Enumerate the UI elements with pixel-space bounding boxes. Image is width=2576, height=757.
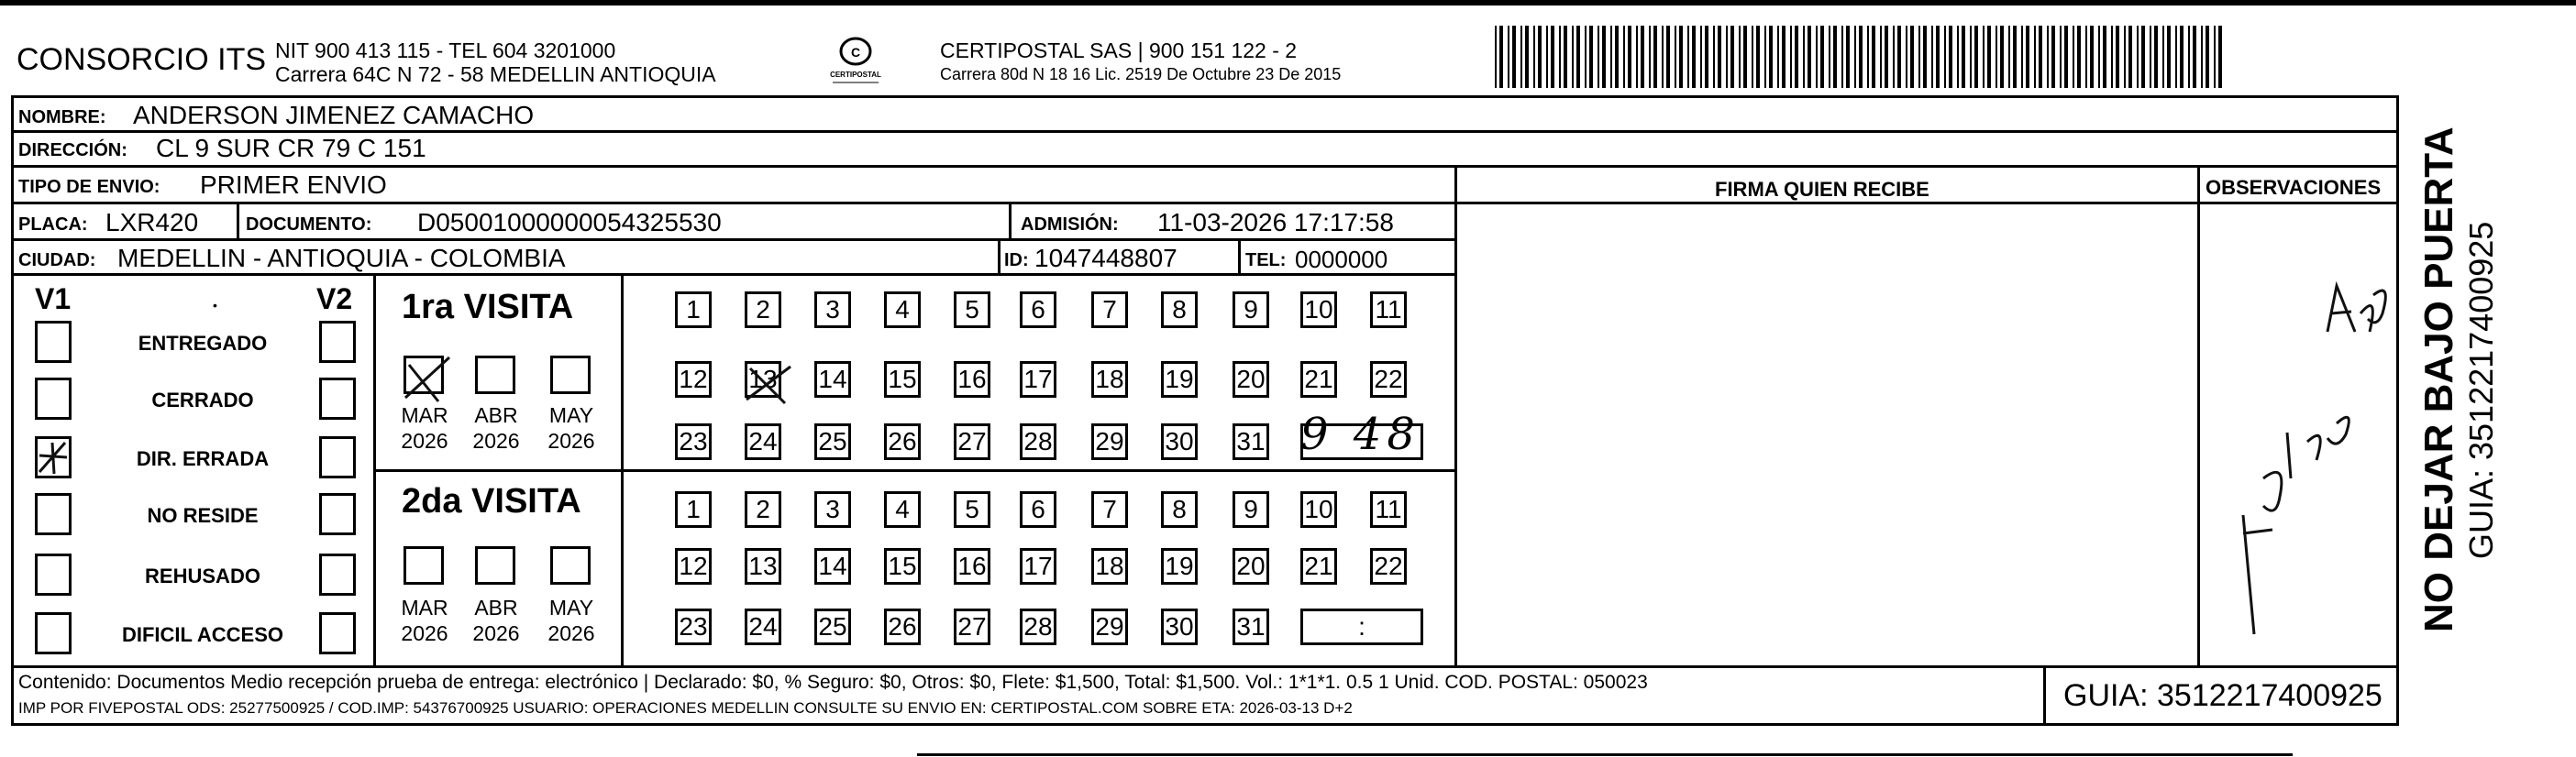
first-visit-day-26[interactable]: 26 [884, 423, 921, 460]
nombre-label: NOMBRE: [18, 107, 106, 127]
second-visit-day-19[interactable]: 19 [1161, 548, 1198, 585]
second-visit-year-label: 2026 [472, 621, 520, 645]
tel-value: 0000000 [1295, 246, 1388, 273]
barcode-bar [2039, 26, 2042, 88]
courier-name: CERTIPOSTAL SAS | 900 151 122 - 2 [940, 38, 1298, 62]
barcode-bar [1636, 26, 1638, 88]
side-notice [2412, 119, 2522, 632]
second-visit-day-9[interactable]: 9 [1233, 491, 1269, 528]
guia-number: GUIA: 3512217400925 [2063, 678, 2383, 713]
row-line [11, 273, 1456, 276]
second-visit-day-27[interactable]: 27 [954, 609, 990, 645]
status-v2-checkbox[interactable] [319, 321, 356, 363]
barcode-bar [2162, 26, 2164, 88]
barcode-bar [1764, 26, 1766, 88]
status-label: NO RESIDE [147, 504, 259, 527]
first-visit-day-2[interactable]: 2 [745, 291, 781, 328]
barcode-bar [1910, 26, 1914, 88]
barcode-bar [1713, 26, 1715, 88]
barcode-bar [1533, 26, 1535, 88]
barcode-bar [1585, 26, 1587, 88]
direccion-value: CL 9 SUR CR 79 C 151 [156, 134, 426, 162]
second-visit-day-12[interactable]: 12 [675, 548, 712, 585]
cell-divider [237, 203, 239, 238]
barcode-bar [1897, 26, 1901, 88]
barcode-bar [1808, 26, 1811, 88]
second-visit-day-20[interactable]: 20 [1233, 548, 1269, 585]
ciudad-value: MEDELLIN - ANTIOQUIA - COLOMBIA [117, 244, 566, 272]
barcode-bar [1538, 26, 1542, 88]
imp-text: IMP POR FIVEPOSTAL ODS: 25277500925 / COD.IMP: 54376700925 USUARIO: OPERACIONES MEDELLIN CONSULTE SU ENVIO EN: CERTIPOSTAL.COM SOBRE ETA: 2026-03-13 D+2 [18, 699, 1353, 717]
barcode-bar [1649, 26, 1651, 88]
nombre-value: ANDERSON JIMENEZ CAMACHO [133, 101, 535, 129]
barcode-bar [1867, 26, 1869, 88]
first-visit-day-16[interactable]: 16 [954, 361, 990, 398]
barcode-bar [1525, 26, 1529, 88]
form-top-line [11, 95, 2399, 98]
first-visit-day-30[interactable]: 30 [1161, 423, 1198, 460]
tipo-envio-label: TIPO DE ENVIO: [18, 177, 160, 197]
barcode-bar [1957, 26, 1959, 88]
visit-divider [373, 469, 1456, 472]
barcode-bar [1499, 26, 1503, 88]
first-visit-day-11[interactable]: 11 [1370, 291, 1407, 328]
first-visit-day-22[interactable]: 22 [1370, 361, 1407, 398]
second-visit-day-14[interactable]: 14 [814, 548, 851, 585]
barcode-bar [2034, 26, 2036, 88]
top-border [0, 0, 2576, 5]
barcode-bar [2214, 26, 2216, 88]
barcode-bar [1718, 26, 1721, 88]
barcode-bar [2201, 26, 2203, 88]
barcode-bar [1880, 26, 1882, 88]
cell-divider [1009, 203, 1012, 238]
first-visit-day-8[interactable]: 8 [1161, 291, 1198, 328]
status-v1-checkbox[interactable] [35, 493, 72, 535]
first-visit-day-23[interactable]: 23 [675, 423, 712, 460]
second-visit-year-label: 2026 [547, 621, 595, 645]
second-visit-year-label: 2026 [401, 621, 448, 645]
barcode-bar [2154, 26, 2158, 88]
first-visit-month-label: ABR [474, 403, 518, 427]
second-visit-time-box[interactable]: : [1300, 609, 1423, 645]
barcode-bar [1508, 26, 1509, 88]
first-visit-day-24[interactable]: 24 [745, 423, 781, 460]
barcode-bar [1551, 26, 1554, 88]
barcode-bar [1564, 26, 1567, 88]
barcode-bar [1546, 26, 1548, 88]
second-visit-day-10[interactable]: 10 [1300, 491, 1337, 528]
barcode-bar [2141, 26, 2145, 88]
barcode-bar [1572, 26, 1574, 88]
documento-value: D05001000000054325530 [417, 208, 722, 236]
barcode-bar [2064, 26, 2068, 88]
second-visit-day-23[interactable]: 23 [675, 609, 712, 645]
barcode-bar [2047, 26, 2049, 88]
second-visit-day-30[interactable]: 30 [1161, 609, 1198, 645]
second-visit-day-3[interactable]: 3 [814, 491, 851, 528]
barcode-bar [1769, 26, 1773, 88]
barcode-bar [1610, 26, 1612, 88]
barcode-bar [1962, 26, 1965, 88]
second-visit-day-21[interactable]: 21 [1300, 548, 1337, 585]
footer-top-line [11, 665, 2399, 668]
barcode-bar [2180, 26, 2184, 88]
second-visit-day-28[interactable]: 28 [1020, 609, 1056, 645]
logo-wordmark: CERTIPOSTAL [830, 71, 881, 79]
barcode-bar [1512, 26, 1516, 88]
status-label: DIR. ERRADA [136, 447, 270, 470]
second-visit-day-31[interactable]: 31 [1233, 609, 1269, 645]
first-visit-day-13[interactable]: 13 [745, 361, 781, 398]
status-v2-checkbox[interactable] [319, 612, 356, 654]
first-visit-day-14[interactable]: 14 [814, 361, 851, 398]
second-visit-day-5[interactable]: 5 [954, 491, 990, 528]
barcode-bar [2103, 26, 2106, 88]
barcode-bar [1559, 26, 1561, 88]
barcode-bar [1777, 26, 1779, 88]
status-label: DIFICIL ACCESO [121, 623, 283, 646]
second-visit-day-1[interactable]: 1 [675, 491, 712, 528]
status-v1-checkbox[interactable] [35, 321, 72, 363]
second-visit-day-16[interactable]: 16 [954, 548, 990, 585]
barcode-bar [1782, 26, 1786, 88]
first-visit-day-18[interactable]: 18 [1091, 361, 1128, 398]
first-visit-day-15[interactable]: 15 [884, 361, 921, 398]
second-visit-month-mar-checkbox[interactable] [404, 546, 444, 585]
placa-value: LXR420 [105, 208, 199, 236]
admision-value: 11-03-2026 17:17:58 [1157, 208, 1394, 236]
courier-license: Carrera 80d N 18 16 Lic. 2519 De Octubre 23 De 2015 [940, 65, 1342, 83]
barcode-bar [1872, 26, 1875, 88]
certipostal-logo [814, 35, 897, 88]
status-v2-checkbox[interactable] [319, 436, 356, 478]
first-visit-day-12[interactable]: 12 [675, 361, 712, 398]
barcode-bar [2073, 26, 2074, 88]
first-visit-title: 1ra VISITA [402, 288, 574, 326]
firma-column-divider [1454, 167, 1457, 666]
barcode-bar [2008, 26, 2010, 88]
no-dejar-bajo-puerta: NO DEJAR BAJO PUERTA [2416, 126, 2461, 632]
barcode-bar [1970, 26, 1972, 88]
barcode-bar [1743, 26, 1747, 88]
barcode-bar [2000, 26, 2004, 88]
id-value: 1047448807 [1034, 244, 1177, 272]
barcode-bar [2124, 26, 2126, 88]
first-visit-month-label: MAY [548, 403, 594, 427]
first-visit-year-label: 2026 [547, 429, 595, 453]
barcode-bar [1936, 26, 1940, 88]
barcode-bar [2188, 26, 2190, 88]
barcode-bar [1790, 26, 1792, 88]
status-v2-checkbox[interactable] [319, 493, 356, 535]
barcode-bar [2021, 26, 2023, 88]
bottom-stroke [917, 753, 2293, 756]
barcode-bar [1854, 26, 1856, 88]
first-visit-day-10[interactable]: 10 [1300, 291, 1337, 328]
status-v1-checkbox[interactable] [35, 612, 72, 654]
status-label: CERRADO [151, 389, 254, 411]
barcode-bar [1726, 26, 1728, 88]
row-line [11, 130, 2399, 133]
barcode-bar [1653, 26, 1657, 88]
barcode-bar [2098, 26, 2100, 88]
second-visit-day-26[interactable]: 26 [884, 609, 921, 645]
barcode-bar [2051, 26, 2055, 88]
barcode-bar [1987, 26, 1991, 88]
status-v1-checkbox[interactable] [35, 436, 72, 478]
second-visit-month-abr-checkbox[interactable] [475, 546, 515, 585]
second-visit-month-label: MAR [401, 596, 448, 620]
status-v2-checkbox[interactable] [319, 554, 356, 596]
company-name: CONSORCIO ITS [17, 42, 267, 77]
barcode-bar [2085, 26, 2087, 88]
first-visit-day-17[interactable]: 17 [1020, 361, 1056, 398]
second-visit-month-label: MAY [548, 596, 594, 620]
barcode-bar [2077, 26, 2081, 88]
first-visit-year-label: 2026 [472, 429, 520, 453]
observaciones-header: OBSERVACIONES [2206, 176, 2382, 199]
second-visit-day-6[interactable]: 6 [1020, 491, 1056, 528]
barcode-bar [1859, 26, 1863, 88]
second-visit-day-7[interactable]: 7 [1091, 491, 1128, 528]
second-visit-day-2[interactable]: 2 [745, 491, 781, 528]
first-visit-day-1[interactable]: 1 [675, 291, 712, 328]
first-visit-day-5[interactable]: 5 [954, 291, 990, 328]
v2-header: V2 [316, 282, 353, 315]
barcode-bar [1692, 26, 1696, 88]
side-guia: GUIA: 3512217400925 [2462, 221, 2500, 559]
contenido-text: Contenido: Documentos Medio recepción prueba de entrega: electrónico | Declarado: $0, % Seguro: $0, Otros: $0, Flete: $1,500, Total: $1,500. Vol.: 1*1*1. 0.5 1 Unid. COD. POSTAL: 050023 [18, 672, 1648, 693]
second-visit-month-label: ABR [474, 596, 518, 620]
status-label: REHUSADO [145, 565, 260, 587]
barcode-bar [1816, 26, 1818, 88]
barcode-bar [2013, 26, 2017, 88]
barcode-bar [1906, 26, 1907, 88]
barcode-bar [1662, 26, 1664, 88]
first-visit-day-9[interactable]: 9 [1233, 291, 1269, 328]
second-visit-day-8[interactable]: 8 [1161, 491, 1198, 528]
barcode-bar [1730, 26, 1734, 88]
form-bottom-line [11, 723, 2399, 726]
direccion-label: DIRECCIÓN: [18, 140, 127, 160]
barcode-bar [1675, 26, 1676, 88]
status-v2-checkbox[interactable] [319, 378, 356, 420]
firma-header: FIRMA QUIEN RECIBE [1715, 178, 1929, 201]
barcode-bar [1666, 26, 1670, 88]
company-nit: NIT 900 413 115 - TEL 604 3201000 [275, 38, 616, 62]
second-visit-day-18[interactable]: 18 [1091, 548, 1128, 585]
form-left-line [11, 95, 14, 726]
barcode-bar [2206, 26, 2209, 88]
second-visit-month-may-checkbox[interactable] [550, 546, 591, 585]
barcode-bar [1628, 26, 1631, 88]
first-visit-month-label: MAR [401, 403, 448, 427]
barcode-bar [1589, 26, 1593, 88]
stray-mark: • [213, 298, 217, 313]
barcode-bar [1931, 26, 1933, 88]
barcode-bar [1687, 26, 1689, 88]
id-label: ID: [1004, 250, 1029, 270]
cell-divider [1238, 240, 1241, 273]
first-visit-day-29[interactable]: 29 [1091, 423, 1128, 460]
form-right-line [2396, 95, 2399, 726]
svg-text:C: C [850, 45, 861, 60]
row-line [11, 202, 2399, 204]
barcode-bar [1739, 26, 1741, 88]
first-visit-month-abr-checkbox[interactable] [475, 356, 515, 394]
row-line [11, 165, 2399, 168]
second-visit-day-15[interactable]: 15 [884, 548, 921, 585]
cell-divider [998, 240, 1001, 273]
handwritten-time: 9 48 [1300, 409, 1421, 460]
ciudad-label: CIUDAD: [18, 250, 96, 270]
guia-divider [2043, 665, 2046, 726]
second-visit-day-4[interactable]: 4 [884, 491, 921, 528]
barcode-bar [2128, 26, 2132, 88]
barcode-bar [1949, 26, 1952, 88]
first-visit-day-7[interactable]: 7 [1091, 291, 1128, 328]
second-visit-title: 2da VISITA [402, 482, 581, 521]
barcode-bar [1974, 26, 1978, 88]
first-visit-day-4[interactable]: 4 [884, 291, 921, 328]
barcode-bar [2060, 26, 2062, 88]
barcode-bar [1756, 26, 1760, 88]
first-visit-day-20[interactable]: 20 [1233, 361, 1269, 398]
barcode-bar [1520, 26, 1522, 88]
barcode-bar [2218, 26, 2222, 88]
second-visit-day-25[interactable]: 25 [814, 609, 851, 645]
tel-label: TEL: [1245, 250, 1287, 270]
barcode-bar [1820, 26, 1824, 88]
barcode-bar [2026, 26, 2029, 88]
status-v1-checkbox[interactable] [35, 554, 72, 596]
company-address: Carrera 64C N 72 - 58 MEDELLIN ANTIOQUIA [275, 62, 716, 86]
barcode-bar [2111, 26, 2113, 88]
first-visit-day-3[interactable]: 3 [814, 291, 851, 328]
certipostal-logo-icon [814, 35, 897, 88]
barcode-bar [1623, 26, 1625, 88]
v1-header: V1 [35, 282, 72, 315]
barcode-bar [1885, 26, 1888, 88]
barcode-bar [1893, 26, 1895, 88]
status-label: ENTREGADO [138, 332, 268, 355]
barcode-bar [2150, 26, 2151, 88]
barcode-bar [2137, 26, 2139, 88]
first-visit-month-may-checkbox[interactable] [550, 356, 591, 394]
admision-label: ADMISIÓN: [1021, 214, 1119, 235]
placa-label: PLACA: [18, 214, 88, 235]
second-visit-day-29[interactable]: 29 [1091, 609, 1128, 645]
first-visit-day-31[interactable]: 31 [1233, 423, 1269, 460]
barcode-bar [1983, 26, 1985, 88]
first-visit-year-label: 2026 [401, 429, 448, 453]
observation-handwriting [2199, 203, 2396, 666]
visit-month-divider [621, 275, 624, 667]
barcode-bar [1700, 26, 1702, 88]
documento-label: DOCUMENTO: [246, 214, 372, 235]
barcode [1495, 26, 2224, 90]
second-visit-day-17[interactable]: 17 [1020, 548, 1056, 585]
barcode-bar [2090, 26, 2094, 88]
barcode-bar [1829, 26, 1830, 88]
barcode-bar [1705, 26, 1708, 88]
barcode-bar [2193, 26, 2196, 88]
first-visit-day-28[interactable]: 28 [1020, 423, 1056, 460]
barcode-bar [1841, 26, 1843, 88]
barcode-bar [1641, 26, 1644, 88]
barcode-bar [2116, 26, 2119, 88]
barcode-bar [1602, 26, 1606, 88]
barcode-bar [1996, 26, 1997, 88]
barcode-bar [1679, 26, 1683, 88]
second-visit-day-13[interactable]: 13 [745, 548, 781, 585]
tipo-envio-value: PRIMER ENVIO [200, 170, 387, 199]
second-visit-day-22[interactable]: 22 [1370, 548, 1407, 585]
barcode-bar [1803, 26, 1805, 88]
barcode-bar [1833, 26, 1837, 88]
barcode-bar [1598, 26, 1599, 88]
barcode-bar [1795, 26, 1798, 88]
barcode-bar [1918, 26, 1920, 88]
first-visit-day-25[interactable]: 25 [814, 423, 851, 460]
second-visit-day-24[interactable]: 24 [745, 609, 781, 645]
barcode-bar [1944, 26, 1946, 88]
barcode-bar [1615, 26, 1619, 88]
barcode-bar [1576, 26, 1580, 88]
first-visit-day-6[interactable]: 6 [1020, 291, 1056, 328]
barcode-bar [2167, 26, 2171, 88]
first-visit-day-21[interactable]: 21 [1300, 361, 1337, 398]
barcode-bar [1923, 26, 1927, 88]
first-visit-month-mar-checkbox[interactable] [404, 356, 444, 394]
barcode-bar [1846, 26, 1850, 88]
barcode-bar [2175, 26, 2177, 88]
first-visit-day-27[interactable]: 27 [954, 423, 990, 460]
second-visit-day-11[interactable]: 11 [1370, 491, 1407, 528]
barcode-bar [1495, 26, 1497, 88]
barcode-bar [1752, 26, 1753, 88]
status-v1-checkbox[interactable] [35, 378, 72, 420]
first-visit-day-19[interactable]: 19 [1161, 361, 1198, 398]
